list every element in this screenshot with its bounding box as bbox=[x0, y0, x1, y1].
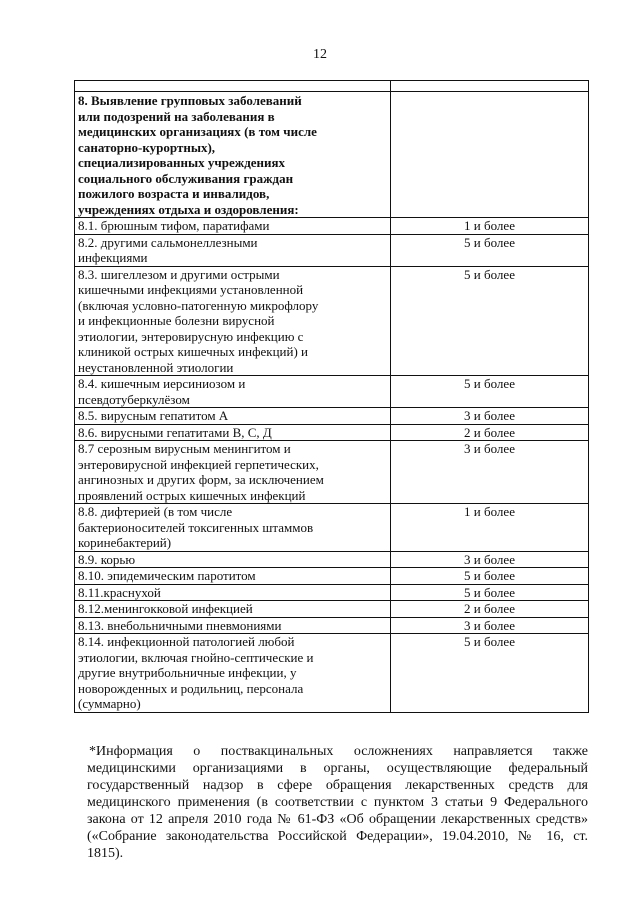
table-heading-row bbox=[75, 92, 589, 218]
row-value: 5 и более bbox=[391, 234, 589, 266]
row-label-line: бактерионосителей токсигенных штаммов bbox=[78, 519, 314, 535]
row-label-line: неустановленной этиологии bbox=[78, 359, 234, 375]
row-label-line: этиологии, включая гнойно-септические и bbox=[78, 649, 314, 665]
row-value: 5 и более bbox=[391, 568, 589, 585]
row-value: 3 и более bbox=[391, 408, 589, 425]
row-label-line: 8.13. внебольничными пневмониями bbox=[78, 617, 282, 633]
section-heading-text bbox=[78, 92, 387, 217]
row-value: 5 и более bbox=[391, 584, 589, 601]
row-value: 2 и более bbox=[391, 601, 589, 618]
table-row bbox=[75, 568, 589, 585]
row-label-line: 8.5. вирусным гепатитом А bbox=[78, 408, 229, 423]
row-label bbox=[75, 634, 391, 713]
row-label bbox=[75, 504, 391, 552]
row-label bbox=[75, 266, 391, 376]
row-label bbox=[75, 601, 391, 618]
row-label-line: 8.9. корью bbox=[78, 551, 136, 567]
row-label-line: 8.2. другими сальмонеллезными bbox=[78, 234, 258, 250]
table-row bbox=[75, 634, 589, 713]
heading-line: санаторно-курортных), bbox=[78, 139, 216, 155]
row-label-line: новорожденных и родильниц, персонала bbox=[78, 680, 304, 696]
table-row bbox=[75, 504, 589, 552]
table-row bbox=[75, 266, 589, 376]
row-label-line: 8.1. брюшным тифом, паратифами bbox=[78, 218, 270, 233]
row-label bbox=[75, 617, 391, 634]
row-label-line: кишечными инфекциями установленной bbox=[78, 282, 304, 297]
table-row bbox=[75, 551, 589, 568]
table-empty-row bbox=[75, 81, 589, 92]
footnote-line: государственный надзор в сфере обращения лекарственных средств для bbox=[87, 778, 588, 793]
footnote-line: («Собрание законодательства Российской Федерации», 19.04.2010, № 16, ст. bbox=[87, 829, 588, 844]
table-row bbox=[75, 376, 589, 408]
row-label bbox=[75, 408, 391, 425]
footnote-line: медицинскими организациями в органы, осуществляющие федеральный bbox=[87, 761, 588, 776]
row-value: 3 и более bbox=[391, 441, 589, 504]
row-label-line: 8.10. эпидемическим паротитом bbox=[78, 568, 256, 583]
row-value: 5 и более bbox=[391, 634, 589, 713]
row-label bbox=[75, 551, 391, 568]
table-row bbox=[75, 601, 589, 618]
row-label-line: 8.8. дифтерией (в том числе bbox=[78, 504, 233, 519]
section-heading bbox=[75, 92, 391, 218]
row-label-line: 8.6. вирусными гепатитами В, С, Д bbox=[78, 424, 272, 440]
row-label bbox=[75, 218, 391, 235]
row-label-line: энтеровирусной инфекцией герпетических, bbox=[78, 456, 319, 472]
heading-line: 8. Выявление групповых заболеваний bbox=[78, 93, 302, 108]
row-value: 1 и более bbox=[391, 504, 589, 552]
row-value: 3 и более bbox=[391, 551, 589, 568]
table-row bbox=[75, 218, 589, 235]
row-label-line: клиникой острых кишечных инфекций) и bbox=[78, 344, 308, 359]
row-label-line: псевдотуберкулёзом bbox=[78, 391, 190, 407]
table-row bbox=[75, 424, 589, 441]
table-row bbox=[75, 234, 589, 266]
row-label bbox=[75, 568, 391, 585]
row-label bbox=[75, 376, 391, 408]
footnote-line: закона от 12 апреля 2010 года № 61-ФЗ «Об обращении лекарственных средств» bbox=[87, 812, 588, 827]
row-label bbox=[75, 234, 391, 266]
row-label-line: 8.4. кишечным иерсиниозом и bbox=[78, 376, 246, 391]
row-label bbox=[75, 584, 391, 601]
row-label-line: (суммарно) bbox=[78, 696, 141, 711]
row-label-line: 8.12.менингокковой инфекцией bbox=[78, 601, 253, 616]
footnote-line: 1815). bbox=[87, 846, 124, 861]
heading-line: медицинских организациях (в том числе bbox=[78, 124, 317, 139]
footnote bbox=[87, 743, 588, 862]
row-label-line: этиологии, энтеровирусную инфекцию с bbox=[78, 328, 304, 344]
heading-line: социального обслуживания граждан bbox=[78, 170, 294, 186]
diseases-table bbox=[74, 80, 589, 713]
row-value: 5 и более bbox=[391, 376, 589, 408]
row-label-line: 8.3. шигеллезом и другими острыми bbox=[78, 266, 280, 282]
table-row bbox=[75, 617, 589, 634]
row-label-line: (включая условно-патогенную микрофлору bbox=[78, 297, 319, 313]
table-row bbox=[75, 408, 589, 425]
row-label-line: коринебактерий) bbox=[78, 535, 172, 550]
row-label-line: и инфекционные болезни вирусной bbox=[78, 313, 275, 328]
row-label-line: 8.14. инфекционной патологией любой bbox=[78, 634, 295, 649]
row-label-line: проявлений острых кишечных инфекций bbox=[78, 487, 306, 503]
row-label-line: 8.7 серозным вирусным менингитом и bbox=[78, 441, 291, 456]
row-label bbox=[75, 441, 391, 504]
row-label-line: другие внутрибольничные инфекции, у bbox=[78, 665, 297, 680]
heading-line: или подозрений на заболевания в bbox=[78, 108, 275, 124]
table-row bbox=[75, 584, 589, 601]
row-label-line: ангинозных и других форм, за исключением bbox=[78, 472, 324, 487]
footnote-line: медицинского применения (в соответствии с пунктом 3 статьи 9 Федерального bbox=[87, 795, 588, 810]
heading-line: пожилого возраста и инвалидов, bbox=[78, 186, 270, 201]
table-row bbox=[75, 441, 589, 504]
footnote-line: *Информация о поствакцинальных осложнениях направляется также bbox=[89, 744, 588, 759]
row-value: 3 и более bbox=[391, 617, 589, 634]
row-label-line: инфекциями bbox=[78, 250, 148, 265]
row-value: 5 и более bbox=[391, 266, 589, 376]
row-value: 2 и более bbox=[391, 424, 589, 441]
page-number: 12 bbox=[313, 47, 327, 62]
row-value: 1 и более bbox=[391, 218, 589, 235]
heading-line: специализированных учреждениях bbox=[78, 155, 286, 170]
row-label bbox=[75, 424, 391, 441]
row-label-line: 8.11.краснухой bbox=[78, 584, 161, 600]
heading-line: учреждениях отдыха и оздоровления: bbox=[78, 201, 299, 217]
